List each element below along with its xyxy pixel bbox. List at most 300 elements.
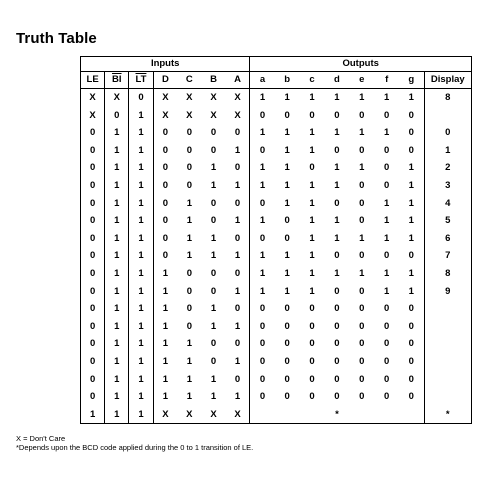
cell-display: 4 xyxy=(424,195,471,213)
cell-bi: 1 xyxy=(105,177,129,195)
cell-le: 0 xyxy=(81,318,105,336)
cell-seg-b: 0 xyxy=(284,232,290,244)
cell-c: 0 xyxy=(186,320,192,332)
cell-lt: 1 xyxy=(129,247,153,265)
cell-a: 0 xyxy=(226,265,250,283)
cell-b: 0 xyxy=(210,127,217,139)
col-header-seg-f: f xyxy=(374,72,399,89)
cell-bi: 1 xyxy=(105,300,129,318)
cell-a: 0 xyxy=(226,300,250,318)
cell-seg-b: 1 xyxy=(284,162,290,174)
cell-seg-f: 0 xyxy=(384,391,390,403)
cell-le: 0 xyxy=(81,265,105,283)
cell-b: 0 xyxy=(210,267,217,279)
cell-c: 1 xyxy=(186,215,192,227)
cell-seg-a: 1 xyxy=(259,127,266,139)
cell-seg-g: 0 xyxy=(399,247,424,265)
cell-display xyxy=(424,335,471,353)
cell-seg-a xyxy=(250,406,275,424)
cell-seg-e: 0 xyxy=(359,338,365,350)
col-header-seg-a: a xyxy=(250,72,275,89)
cell-c: 1 xyxy=(186,391,192,403)
cell-b: 0 xyxy=(210,144,217,156)
cell-a: 1 xyxy=(226,177,250,195)
cell-seg-f: 0 xyxy=(384,179,390,191)
cell-seg-e: 0 xyxy=(359,355,365,367)
cell-seg-c: 0 xyxy=(309,373,315,385)
page-title: Truth Table xyxy=(16,30,97,47)
cell-b: 1 xyxy=(210,320,217,332)
cell-bi: 1 xyxy=(105,230,129,248)
cell-seg-d: 0 xyxy=(334,109,340,121)
cell-seg-c: 1 xyxy=(309,179,315,191)
cell-lt: 1 xyxy=(129,318,153,336)
cell-seg-c: 1 xyxy=(309,215,315,227)
table-row xyxy=(81,124,472,142)
cell-display: 1 xyxy=(424,142,471,160)
cell-le: 0 xyxy=(81,124,105,142)
cell-d: 1 xyxy=(162,303,169,315)
cell-bi: 1 xyxy=(105,265,129,283)
cell-seg-b: 1 xyxy=(284,250,290,262)
cell-seg-g: 1 xyxy=(399,177,424,195)
table-row xyxy=(81,142,472,160)
table-row xyxy=(81,107,472,125)
cell-b: 0 xyxy=(210,338,217,350)
cell-seg-c: 1 xyxy=(309,127,315,139)
cell-d: X xyxy=(153,406,177,424)
cell-le: 0 xyxy=(81,159,105,177)
table-row xyxy=(81,89,472,107)
cell-seg-e xyxy=(349,406,374,424)
cell-seg-b: 1 xyxy=(284,144,290,156)
cell-seg-g: 0 xyxy=(399,142,424,160)
cell-b: 1 xyxy=(210,303,217,315)
cell-seg-e: 1 xyxy=(359,232,365,244)
cell-d: 1 xyxy=(162,267,169,279)
cell-bi: 1 xyxy=(105,406,129,424)
cell-d: 0 xyxy=(162,215,169,227)
cell-b: 1 xyxy=(210,179,217,191)
col-header-a: A xyxy=(226,72,250,89)
cell-le: X xyxy=(81,107,105,125)
cell-seg-a: 0 xyxy=(259,355,266,367)
cell-seg-c: 1 xyxy=(309,144,315,156)
cell-le: 0 xyxy=(81,142,105,160)
cell-b: 1 xyxy=(210,391,217,403)
cell-d: 1 xyxy=(162,285,169,297)
cell-seg-d: * xyxy=(325,406,350,424)
cell-lt: 0 xyxy=(129,89,153,107)
cell-seg-f xyxy=(374,406,399,424)
table-row xyxy=(81,212,472,230)
cell-d: X xyxy=(162,109,169,121)
cell-seg-g: 1 xyxy=(399,212,424,230)
cell-seg-d: 0 xyxy=(334,355,340,367)
cell-display: 7 xyxy=(424,247,471,265)
cell-seg-e: 0 xyxy=(359,303,365,315)
cell-seg-d: 1 xyxy=(334,127,340,139)
cell-c: 1 xyxy=(186,373,192,385)
cell-d: 1 xyxy=(162,320,169,332)
cell-seg-c: 0 xyxy=(309,109,315,121)
table-row xyxy=(81,353,472,371)
cell-le: 0 xyxy=(81,371,105,389)
col-header-b: B xyxy=(201,72,225,89)
cell-seg-g: 0 xyxy=(399,107,424,125)
cell-seg-a: 0 xyxy=(259,391,266,403)
cell-seg-b xyxy=(275,406,300,424)
cell-bi: 1 xyxy=(105,371,129,389)
cell-le: 0 xyxy=(81,195,105,213)
cell-bi: 1 xyxy=(105,195,129,213)
cell-d: 0 xyxy=(162,144,169,156)
cell-seg-a: 1 xyxy=(259,215,266,227)
col-header-seg-e: e xyxy=(349,72,374,89)
cell-seg-g: 0 xyxy=(399,371,424,389)
cell-c: 1 xyxy=(186,232,192,244)
cell-seg-g: 0 xyxy=(399,300,424,318)
cell-bi: 1 xyxy=(105,388,129,406)
cell-d: 0 xyxy=(162,127,169,139)
cell-le: 0 xyxy=(81,388,105,406)
cell-seg-c: 0 xyxy=(309,391,315,403)
col-header-c: C xyxy=(177,72,201,89)
cell-seg-b: 0 xyxy=(284,320,290,332)
cell-seg-d: 1 xyxy=(334,92,340,103)
table-row xyxy=(81,195,472,213)
cell-display xyxy=(424,107,471,125)
cell-seg-c: 1 xyxy=(309,92,315,103)
table-row xyxy=(81,318,472,336)
cell-a: X xyxy=(226,406,250,424)
cell-seg-c: 0 xyxy=(309,355,315,367)
cell-seg-f: 0 xyxy=(384,250,390,262)
cell-seg-b: 1 xyxy=(284,179,290,191)
cell-seg-b: 0 xyxy=(284,391,290,403)
cell-lt: 1 xyxy=(129,371,153,389)
cell-a: 0 xyxy=(226,124,250,142)
depends-note: *Depends upon the BCD code applied during the 0 to 1 transition of LE. xyxy=(16,443,254,452)
cell-seg-a: 0 xyxy=(259,303,266,315)
cell-seg-c: 0 xyxy=(309,338,315,350)
cell-seg-f: 0 xyxy=(384,162,390,174)
cell-display: 8 xyxy=(424,89,471,107)
cell-b: 0 xyxy=(210,215,217,227)
cell-a: 1 xyxy=(226,283,250,301)
cell-seg-f: 1 xyxy=(384,232,390,244)
cell-seg-a: 1 xyxy=(259,162,266,174)
cell-display xyxy=(424,318,471,336)
cell-seg-g: 1 xyxy=(399,230,424,248)
cell-seg-a: 0 xyxy=(259,109,266,121)
cell-lt: 1 xyxy=(129,212,153,230)
cell-display xyxy=(424,300,471,318)
cell-display: 2 xyxy=(424,159,471,177)
cell-c: X xyxy=(177,406,201,424)
cell-seg-g: 0 xyxy=(399,388,424,406)
cell-a: X xyxy=(226,89,250,107)
cell-d: X xyxy=(162,92,169,103)
cell-seg-c: 1 xyxy=(309,250,315,262)
cell-display xyxy=(424,353,471,371)
cell-seg-a: 0 xyxy=(259,373,266,385)
table-row xyxy=(81,300,472,318)
cell-seg-a: 0 xyxy=(259,197,266,209)
cell-c: X xyxy=(186,92,193,103)
cell-seg-a: 0 xyxy=(259,338,266,350)
cell-bi: 1 xyxy=(105,159,129,177)
table-row xyxy=(81,177,472,195)
cell-seg-f: 1 xyxy=(384,285,390,297)
cell-d: 1 xyxy=(162,373,169,385)
cell-c: 0 xyxy=(186,267,192,279)
cell-display: 3 xyxy=(424,177,471,195)
truth-table-body xyxy=(81,89,472,424)
cell-b: 0 xyxy=(210,355,217,367)
col-header-display: Display xyxy=(424,72,471,89)
cell-bi: 1 xyxy=(105,124,129,142)
cell-display: 6 xyxy=(424,230,471,248)
cell-seg-g: 0 xyxy=(399,318,424,336)
cell-seg-a: 0 xyxy=(259,320,266,332)
cell-le: 0 xyxy=(81,300,105,318)
cell-d: 0 xyxy=(162,232,169,244)
cell-bi: 1 xyxy=(105,353,129,371)
table-row xyxy=(81,335,472,353)
cell-seg-d: 1 xyxy=(334,232,340,244)
cell-seg-d: 0 xyxy=(334,250,340,262)
cell-bi: 1 xyxy=(105,283,129,301)
cell-display: 0 xyxy=(424,124,471,142)
cell-seg-g: 1 xyxy=(399,283,424,301)
cell-seg-g: 1 xyxy=(399,159,424,177)
cell-d: 1 xyxy=(162,355,169,367)
outputs-group-header: Outputs xyxy=(250,57,472,72)
cell-seg-e: 1 xyxy=(359,162,365,174)
col-header-lt: $\overline{LT}$ xyxy=(135,74,147,85)
cell-c: 1 xyxy=(186,338,192,350)
cell-seg-c: 0 xyxy=(309,320,315,332)
cell-d: 0 xyxy=(162,250,169,262)
cell-seg-e: 0 xyxy=(359,109,365,121)
inputs-group-header: Inputs xyxy=(81,57,250,72)
cell-seg-d: 1 xyxy=(334,267,340,279)
cell-seg-f: 1 xyxy=(384,267,390,279)
cell-b: 1 xyxy=(210,373,217,385)
cell-display: 5 xyxy=(424,212,471,230)
cell-seg-f: 1 xyxy=(384,215,390,227)
cell-seg-c: 0 xyxy=(309,303,315,315)
cell-seg-g: 1 xyxy=(399,265,424,283)
col-header-d: D xyxy=(153,72,177,89)
cell-seg-d: 1 xyxy=(334,179,340,191)
cell-display: * xyxy=(424,406,471,424)
cell-c: 1 xyxy=(186,197,192,209)
cell-seg-f: 0 xyxy=(384,338,390,350)
cell-a: 1 xyxy=(226,212,250,230)
table-row xyxy=(81,371,472,389)
cell-b: 0 xyxy=(210,285,217,297)
cell-lt: 1 xyxy=(129,265,153,283)
cell-a: 0 xyxy=(226,195,250,213)
cell-c: 1 xyxy=(186,355,192,367)
cell-le: 0 xyxy=(81,177,105,195)
table-row xyxy=(81,406,472,424)
cell-a: 1 xyxy=(226,353,250,371)
cell-display: 8 xyxy=(424,265,471,283)
cell-b: 1 xyxy=(210,250,217,262)
cell-lt: 1 xyxy=(129,124,153,142)
cell-lt: 1 xyxy=(129,388,153,406)
cell-le: 0 xyxy=(81,335,105,353)
cell-lt: 1 xyxy=(129,195,153,213)
cell-a: 0 xyxy=(226,335,250,353)
cell-lt: 1 xyxy=(129,142,153,160)
cell-d: 0 xyxy=(162,197,169,209)
cell-seg-d: 0 xyxy=(334,320,340,332)
cell-seg-d: 1 xyxy=(334,162,340,174)
cell-seg-f: 0 xyxy=(384,320,390,332)
cell-display: 9 xyxy=(424,283,471,301)
cell-seg-c: 1 xyxy=(309,267,315,279)
cell-seg-a: 1 xyxy=(259,267,266,279)
cell-seg-g xyxy=(399,406,424,424)
cell-b: X xyxy=(210,109,217,121)
cell-c: 0 xyxy=(186,285,192,297)
cell-bi: 0 xyxy=(105,107,129,125)
col-header-bi: $\overline{BI}$ xyxy=(112,74,122,85)
cell-seg-d: 0 xyxy=(334,144,340,156)
table-row xyxy=(81,159,472,177)
cell-a: 1 xyxy=(226,388,250,406)
cell-seg-b: 0 xyxy=(284,355,290,367)
cell-seg-b: 0 xyxy=(284,338,290,350)
cell-seg-a: 1 xyxy=(259,285,266,297)
cell-a: 1 xyxy=(226,318,250,336)
cell-seg-f: 0 xyxy=(384,373,390,385)
cell-display xyxy=(424,388,471,406)
cell-seg-f: 0 xyxy=(384,355,390,367)
cell-seg-b: 1 xyxy=(284,92,290,103)
cell-d: 1 xyxy=(162,391,169,403)
cell-seg-e: 0 xyxy=(359,215,365,227)
truth-table xyxy=(80,56,472,424)
table-row xyxy=(81,247,472,265)
cell-bi: 1 xyxy=(105,212,129,230)
cell-seg-d: 0 xyxy=(334,373,340,385)
cell-seg-d: 0 xyxy=(334,338,340,350)
cell-a: 1 xyxy=(226,142,250,160)
table-row xyxy=(81,283,472,301)
col-header-le: LE xyxy=(81,72,105,89)
col-header-seg-d: d xyxy=(325,72,350,89)
cell-bi: 1 xyxy=(105,247,129,265)
cell-seg-b: 1 xyxy=(284,267,290,279)
cell-le: 1 xyxy=(81,406,105,424)
cell-seg-e: 0 xyxy=(359,144,365,156)
cell-seg-g: 0 xyxy=(399,353,424,371)
cell-b: X xyxy=(201,406,225,424)
cell-seg-a: 1 xyxy=(259,250,266,262)
cell-le: 0 xyxy=(81,230,105,248)
table-row xyxy=(81,265,472,283)
cell-c: 0 xyxy=(186,179,192,191)
cell-seg-d: 0 xyxy=(334,285,340,297)
cell-lt: 1 xyxy=(129,300,153,318)
col-header-seg-b: b xyxy=(275,72,300,89)
col-header-seg-g: g xyxy=(399,72,424,89)
cell-seg-c: 0 xyxy=(309,162,315,174)
cell-le: 0 xyxy=(81,353,105,371)
cell-lt: 1 xyxy=(129,159,153,177)
cell-seg-e: 0 xyxy=(359,179,365,191)
cell-seg-g: 1 xyxy=(399,89,424,107)
cell-seg-e: 0 xyxy=(359,373,365,385)
cell-seg-g: 1 xyxy=(399,195,424,213)
cell-seg-e: 0 xyxy=(359,320,365,332)
cell-seg-c: 1 xyxy=(309,232,315,244)
cell-seg-f: 1 xyxy=(384,197,390,209)
cell-display xyxy=(424,371,471,389)
cell-seg-b: 1 xyxy=(284,127,290,139)
cell-seg-c: 1 xyxy=(309,285,315,297)
cell-seg-f: 0 xyxy=(384,109,390,121)
cell-a: 1 xyxy=(226,247,250,265)
cell-b: 0 xyxy=(210,197,217,209)
cell-c: 0 xyxy=(186,303,192,315)
cell-b: 1 xyxy=(210,162,217,174)
cell-seg-a: 0 xyxy=(259,232,266,244)
cell-seg-b: 0 xyxy=(284,373,290,385)
cell-b: 1 xyxy=(210,232,217,244)
cell-seg-c: 1 xyxy=(309,197,315,209)
cell-seg-e: 0 xyxy=(359,197,365,209)
cell-seg-f: 1 xyxy=(384,92,390,103)
cell-lt: 1 xyxy=(129,107,153,125)
cell-seg-b: 0 xyxy=(284,303,290,315)
table-row xyxy=(81,230,472,248)
cell-a: 0 xyxy=(226,159,250,177)
cell-seg-f: 0 xyxy=(384,303,390,315)
cell-seg-b: 1 xyxy=(284,197,290,209)
cell-seg-e: 1 xyxy=(359,127,365,139)
cell-c: 1 xyxy=(186,250,192,262)
cell-seg-d: 0 xyxy=(334,303,340,315)
dont-care-note: X = Don't Care xyxy=(16,434,66,443)
cell-seg-e: 0 xyxy=(359,285,365,297)
cell-d: 0 xyxy=(162,162,169,174)
cell-seg-b: 1 xyxy=(284,285,290,297)
cell-seg-g: 0 xyxy=(399,124,424,142)
table-row xyxy=(81,388,472,406)
cell-seg-f: 0 xyxy=(384,144,390,156)
cell-c: 0 xyxy=(186,127,192,139)
cell-d: 0 xyxy=(162,179,169,191)
cell-seg-f: 1 xyxy=(384,127,390,139)
cell-seg-b: 0 xyxy=(284,215,290,227)
cell-lt: 1 xyxy=(129,335,153,353)
cell-c: X xyxy=(186,109,193,121)
cell-b: X xyxy=(210,92,217,103)
cell-seg-e: 1 xyxy=(359,92,365,103)
cell-a: X xyxy=(226,107,250,125)
cell-seg-g: 0 xyxy=(399,335,424,353)
col-header-seg-c: c xyxy=(300,72,325,89)
cell-bi: 1 xyxy=(105,335,129,353)
cell-le: 0 xyxy=(81,247,105,265)
cell-lt: 1 xyxy=(129,406,153,424)
